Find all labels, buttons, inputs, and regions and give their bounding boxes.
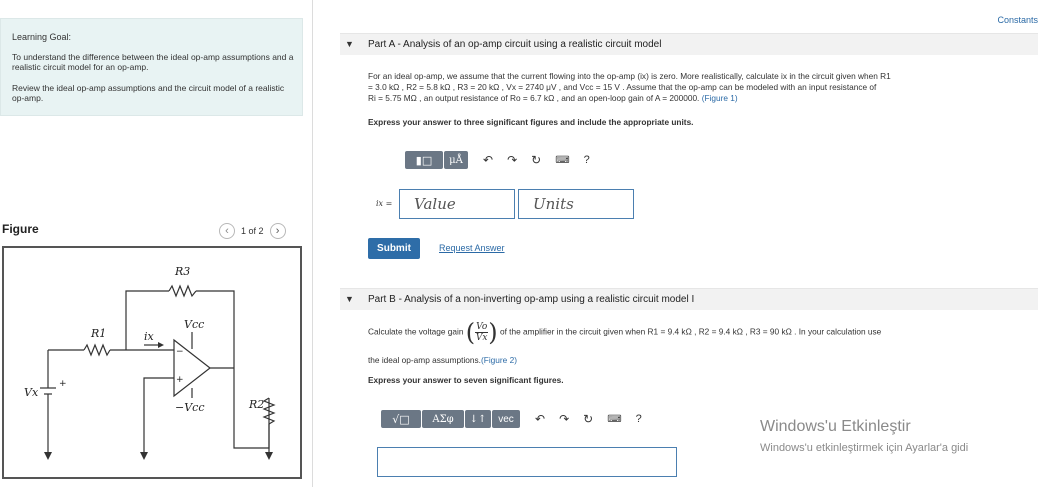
keyboard-icon[interactable]: ⌨ — [607, 413, 622, 425]
part-a-header[interactable] — [340, 33, 1038, 55]
part-b-calc-pre: Calculate the voltage gain — [368, 326, 464, 337]
constants-link[interactable]: Constants — [997, 15, 1038, 25]
right-paren: ) — [488, 318, 498, 347]
part-b-line2-text: the ideal op-amp assumptions. — [368, 355, 481, 365]
fraction-numerator: Vo — [476, 322, 488, 332]
learning-goal-review: Review the ideal op-amp assumptions and the circuit model of a realistic op-amp. — [12, 83, 285, 103]
label-r1: R1 — [91, 327, 107, 340]
learning-goal-panel — [0, 18, 303, 116]
label-vcc: Vcc — [184, 318, 205, 331]
label-vx: Vx — [24, 386, 39, 399]
help-icon[interactable]: ? — [635, 413, 642, 425]
undo-icon[interactable]: ↶ — [483, 153, 494, 167]
label-ix: ix — [144, 330, 154, 343]
figure-pager — [219, 223, 286, 239]
label-neg-vcc: −Vcc — [175, 401, 205, 414]
keyboard-icon[interactable]: ⌨ — [555, 154, 570, 166]
label-source-plus: + — [59, 379, 67, 389]
redo-icon[interactable]: ↷ — [507, 153, 518, 167]
left-paren: ( — [465, 318, 476, 347]
figure-2-link[interactable]: (Figure 2) — [481, 355, 517, 365]
learning-goal-title: Learning Goal: — [12, 32, 72, 42]
part-b-line1 — [368, 318, 1038, 347]
input-label-ix: ix = — [376, 199, 393, 208]
label-noninverting-input: + — [176, 375, 184, 385]
circuit-diagram — [4, 248, 300, 477]
reset-icon[interactable]: ↻ — [583, 412, 594, 426]
collapse-triangle-icon: ▼ — [345, 39, 354, 49]
part-b-calc-post: of the amplifier in the circuit given when R1 = 9.4 kΩ , R2 = 9.4 kΩ , R3 = 90 kΩ . In your calculation use — [499, 326, 882, 337]
activation-watermark-title: Windows'u Etkinleştir — [760, 418, 911, 435]
part-a-title: Part A - Analysis of an op-amp circuit using a realistic circuit model — [368, 39, 662, 50]
units-button[interactable]: μÅ — [444, 151, 468, 169]
figure-box — [2, 246, 302, 479]
gain-fraction — [475, 322, 488, 343]
arrows-button[interactable]: ↓↑ — [465, 410, 491, 428]
label-r3: R3 — [175, 265, 191, 278]
part-b-answer-input[interactable] — [377, 447, 677, 477]
next-figure-button[interactable]: › — [270, 223, 286, 239]
part-b-toolbar — [381, 410, 642, 428]
part-a-line1: For an ideal op-amp, we assume that the current flowing into the op-amp (ix) is zero. More realistically, calculate ix in the circuit given when R1 — [368, 71, 891, 81]
learning-goal-text: To understand the difference between the ideal op-amp assumptions and a realistic circuit model for an op-amp. — [12, 52, 294, 72]
template-button[interactable]: ▮□ — [405, 151, 443, 169]
units-input[interactable]: Units — [518, 189, 634, 219]
help-icon[interactable]: ? — [583, 154, 590, 166]
sqrt-button[interactable]: √□ — [381, 410, 421, 428]
part-a-line3 — [368, 93, 1038, 104]
submit-button[interactable]: Submit — [368, 238, 420, 259]
part-b-title: Part B - Analysis of a non-inverting op-amp using a realistic circuit model I — [368, 294, 695, 305]
vec-button[interactable]: vec — [492, 410, 520, 428]
prev-figure-button[interactable]: ‹ — [219, 223, 235, 239]
part-a-toolbar — [405, 151, 590, 169]
label-inverting-input: − — [176, 347, 184, 357]
fraction-denominator: Vx — [475, 333, 488, 343]
figure-label: Figure — [2, 222, 39, 236]
label-r2: R2 — [249, 398, 265, 411]
part-a-line2: = 3.0 kΩ , R2 = 5.8 kΩ , R3 = 20 kΩ , Vx = 2740 μV , and Vcc = 15 V . Assume that the op-amp can be modeled with an input resistance of — [368, 82, 877, 92]
part-b-line2 — [368, 355, 517, 366]
undo-icon[interactable]: ↶ — [535, 412, 546, 426]
part-a-line3-text: Ri = 5.75 MΩ , an output resistance of Ro = 6.7 kΩ , and an open-loop gain of A = 200000. — [368, 93, 700, 103]
request-answer-link[interactable]: Request Answer — [439, 243, 505, 253]
greek-button[interactable]: ΑΣφ — [422, 410, 464, 428]
part-b-header[interactable] — [340, 288, 1038, 310]
activation-watermark-subtitle: Windows'u etkinleştirmek için Ayarlar'a gidi — [760, 442, 969, 454]
panel-divider — [312, 0, 313, 487]
part-b-instruction: Express your answer to seven significant figures. — [368, 375, 564, 385]
value-input[interactable]: Value — [399, 189, 515, 219]
reset-icon[interactable]: ↻ — [531, 153, 542, 167]
redo-icon[interactable]: ↷ — [559, 412, 570, 426]
part-a-instruction: Express your answer to three significant figures and include the appropriate units. — [368, 117, 694, 127]
figure-page-count: 1 of 2 — [241, 226, 264, 236]
figure-1-link[interactable]: (Figure 1) — [701, 93, 738, 103]
collapse-triangle-icon: ▼ — [345, 294, 354, 304]
